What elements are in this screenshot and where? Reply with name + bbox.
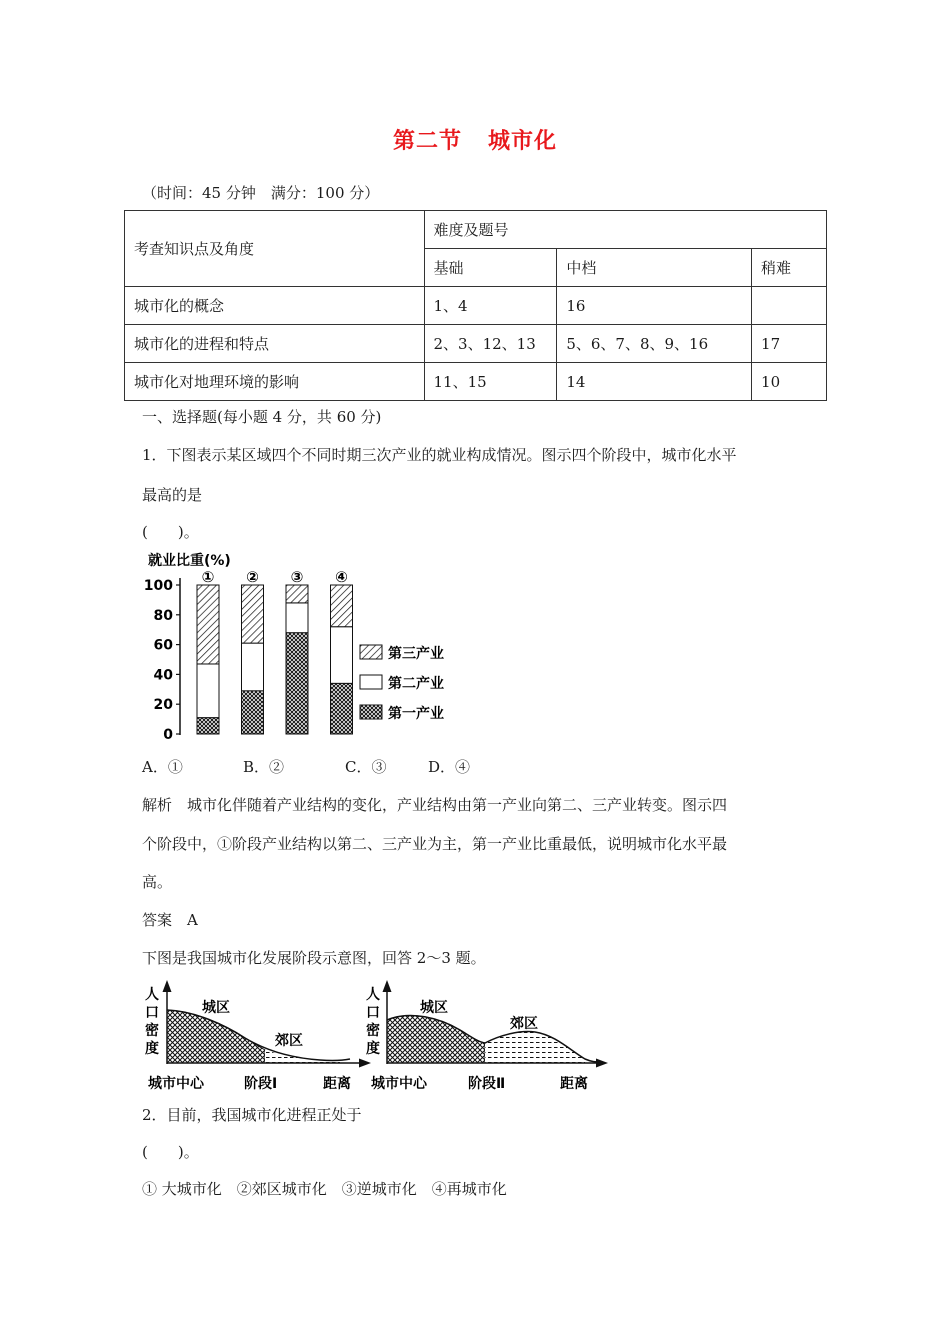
bar-segment <box>286 633 308 734</box>
stage-label: 阶段Ⅱ <box>468 1076 506 1092</box>
ylabel-char: 密 <box>366 1023 380 1039</box>
legend-label: 第三产业 <box>388 646 444 662</box>
option-a[interactable]: A．① <box>142 758 183 776</box>
section-heading: 一、选择题(每小题 4 分，共 60 分) <box>142 408 382 426</box>
option-b[interactable]: B．② <box>243 758 285 776</box>
stage-label: 阶段Ⅰ <box>244 1076 278 1092</box>
urbanization-diagram <box>140 980 620 1098</box>
row-topic: 城市化的概念 <box>125 287 425 325</box>
q1-stem-cont: 最高的是 <box>142 486 203 504</box>
chart-y-label: 就业比重(%) <box>148 553 231 569</box>
ylabel-char: 口 <box>366 1005 380 1021</box>
q2-options: ① 大城市化 ②郊区城市化 ③逆城市化 ④再城市化 <box>142 1180 507 1198</box>
option-c[interactable]: C．③ <box>345 758 387 776</box>
q1-stem: 1．下图表示某区域四个不同时期三次产业的就业构成情况。图示四个阶段中，城市化水平 <box>142 446 737 464</box>
city-label: 城区 <box>420 1000 448 1016</box>
table-header-mid: 中档 <box>557 249 752 287</box>
q1-paren: ( )。 <box>142 523 199 541</box>
distance-label: 距离 <box>323 1076 351 1092</box>
row-mid: 16 <box>557 287 752 325</box>
y-tick-label: 20 <box>153 697 173 714</box>
legend-swatch <box>360 645 382 659</box>
y-tick-label: 60 <box>153 637 173 654</box>
bar-segment <box>242 643 264 691</box>
origin-label: 城市中心 <box>148 1076 204 1092</box>
city-label: 城区 <box>202 1000 230 1016</box>
page-title <box>0 124 950 155</box>
bar-segment <box>197 664 219 718</box>
bar-segment <box>331 627 353 684</box>
table-header-difficulty: 难度及题号 <box>424 211 827 249</box>
bar-segment <box>197 585 219 664</box>
diagram-stage-2 <box>366 986 602 1092</box>
category-label: ① <box>201 568 215 586</box>
bar-segment <box>331 683 353 734</box>
y-tick-label: 100 <box>143 578 173 594</box>
city-area <box>387 1015 485 1063</box>
q1-answer: 答案 A <box>142 911 198 929</box>
suburb-label: 郊区 <box>510 1016 538 1032</box>
q2-stem: 2．目前，我国城市化进程正处于 <box>142 1106 362 1124</box>
legend-swatch <box>360 705 382 719</box>
y-tick-label: 80 <box>153 607 173 624</box>
q1-analysis-end: 高。 <box>142 873 173 891</box>
ylabel-char: 密 <box>145 1023 159 1039</box>
category-label: ④ <box>335 568 348 586</box>
row-hard <box>752 287 827 325</box>
legend-label: 第一产业 <box>388 706 444 722</box>
origin-label: 城市中心 <box>371 1076 427 1092</box>
legend-swatch <box>360 675 382 689</box>
bar-segment <box>197 718 219 734</box>
city-area <box>167 1010 265 1063</box>
ylabel-char: 人 <box>145 987 159 1003</box>
suburb-label: 郊区 <box>275 1033 303 1049</box>
q1-analysis-cont: 个阶段中，①阶段产业结构以第二、三产业为主，第一产业比重最低，说明城市化水平最 <box>142 835 728 853</box>
bar-segment <box>286 603 308 633</box>
option-d[interactable]: D．④ <box>428 758 471 776</box>
table-header-basic: 基础 <box>424 249 557 287</box>
bar-segment <box>331 585 353 627</box>
ylabel-char: 口 <box>145 1005 159 1021</box>
table-row <box>125 287 827 325</box>
row-topic: 城市化的进程和特点 <box>125 325 425 363</box>
row-basic: 11、15 <box>424 363 557 401</box>
ylabel-char: 度 <box>366 1041 380 1057</box>
row-mid: 5、6、7、8、9、16 <box>557 325 752 363</box>
table-row <box>125 363 827 401</box>
y-tick-label: 40 <box>153 667 173 684</box>
distance-label: 距离 <box>560 1076 588 1092</box>
row-hard: 10 <box>752 363 827 401</box>
ylabel-char: 度 <box>145 1041 159 1057</box>
diagram-intro: 下图是我国城市化发展阶段示意图，回答 2～3 题。 <box>142 949 486 967</box>
row-topic: 城市化对地理环境的影响 <box>125 363 425 401</box>
legend-label: 第二产业 <box>388 676 444 692</box>
bar-segment <box>242 585 264 643</box>
diagram-stage-1 <box>145 986 365 1092</box>
table-row <box>125 325 827 363</box>
row-basic: 1、4 <box>424 287 557 325</box>
row-basic: 2、3、12、13 <box>424 325 557 363</box>
section-number: 第二节 <box>392 129 462 154</box>
knowledge-table <box>124 210 827 401</box>
q1-analysis: 解析 城市化伴随着产业结构的变化，产业结构由第一产业向第二、三产业转变。图示四 <box>142 796 728 814</box>
y-tick-label: 0 <box>163 727 173 743</box>
category-label: ③ <box>290 568 304 586</box>
row-hard: 17 <box>752 325 827 363</box>
row-mid: 14 <box>557 363 752 401</box>
ylabel-char: 人 <box>366 987 380 1003</box>
category-label: ② <box>246 568 259 586</box>
exam-meta: （时间：45 分钟 满分：100 分） <box>142 184 380 202</box>
employment-chart <box>140 548 470 748</box>
table-header-hard: 稍难 <box>752 249 827 287</box>
section-topic: 城市化 <box>488 129 558 154</box>
bar-segment <box>286 585 308 603</box>
bar-segment <box>242 691 264 734</box>
q2-paren: ( )。 <box>142 1143 199 1161</box>
table-header-topic: 考查知识点及角度 <box>125 211 425 287</box>
